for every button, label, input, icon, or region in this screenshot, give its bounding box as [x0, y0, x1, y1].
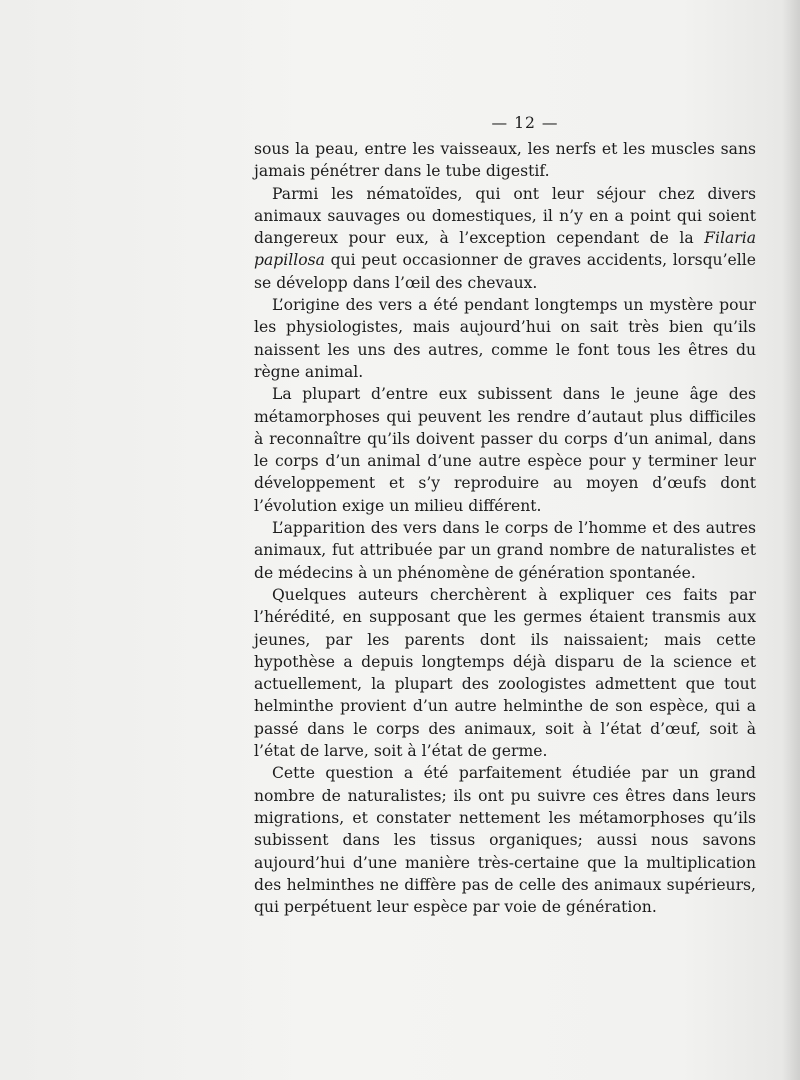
paragraph-2-text-end: qui peut occasionner de graves accidents, lorsqu’elle se développ dans l’œil des chevaux.: [254, 251, 756, 292]
paragraph-2: [254, 183, 756, 294]
paragraph-6: Quelques auteurs cherchèrent à expliquer ces faits par l’hérédité, en supposant que les germes étaient transmis aux jeunes, par les parents dont ils naissaient; mais cette hypothèse a depuis longtemps déjà disparu de la science et actuellement, la plupart des zoologistes admettent que tout helminthe provient d’un autre helminthe de son espèce, qui a passé dans le corps des animaux, soit à l’état d’œuf, soit à l’état de larve, soit à l’état de germe.: [254, 585, 756, 761]
text-block: [254, 112, 756, 918]
species-name-italic: Filaria papillosa: [254, 229, 756, 270]
paragraph-1: sous la peau, entre les vaisseaux, les nerfs et les muscles sans jamais pénétrer dans le tube digestif.: [254, 140, 756, 181]
page-edge-shadow: [782, 0, 800, 1080]
page-number: — 12 —: [491, 114, 559, 132]
paragraph-5: L’apparition des vers dans le corps de l’homme et des autres animaux, fut attribuée par un grand nombre de naturalistes et de médecins à un phénomène de génération spontanée.: [254, 519, 756, 582]
paragraph-4: La plupart d’entre eux subissent dans le jeune âge des métamorphoses qui peuvent les rendre d’autaut plus difficiles à reconnaître qu’ils doivent passer du corps d’un animal, dans le corps d’un animal d’une autre espèce pour y terminer leur développement et s’y reproduire au moyen d’œufs dont l’évolution exige un milieu différent.: [254, 385, 756, 515]
paragraph-2-text-start: Parmi les nématoïdes, qui ont leur séjour chez divers animaux sauvages ou domestiques, il n’y en a point qui soient dangereux pour eux, à l’exception cependant de la: [254, 184, 756, 248]
paragraph-7: Cette question a été parfaitement étudiée par un grand nombre de naturalistes; ils ont pu suivre ces êtres dans leurs migrations, et constater nettement les métamorphoses qu’ils subissent dans les tissus organiques; aussi nous savons aujourd’hui d’une manière très-certaine que la multiplication des helminthes ne diffère pas de celle des animaux supérieurs, qui perpétuent leur espèce par voie de génération.: [254, 764, 756, 917]
paragraph-3: L’origine des vers a été pendant longtemps un mystère pour les physiologistes, mais aujourd’hui on sait très bien qu’ils naissent les uns des autres, comme le font tous les êtres du règne animal.: [254, 296, 756, 381]
